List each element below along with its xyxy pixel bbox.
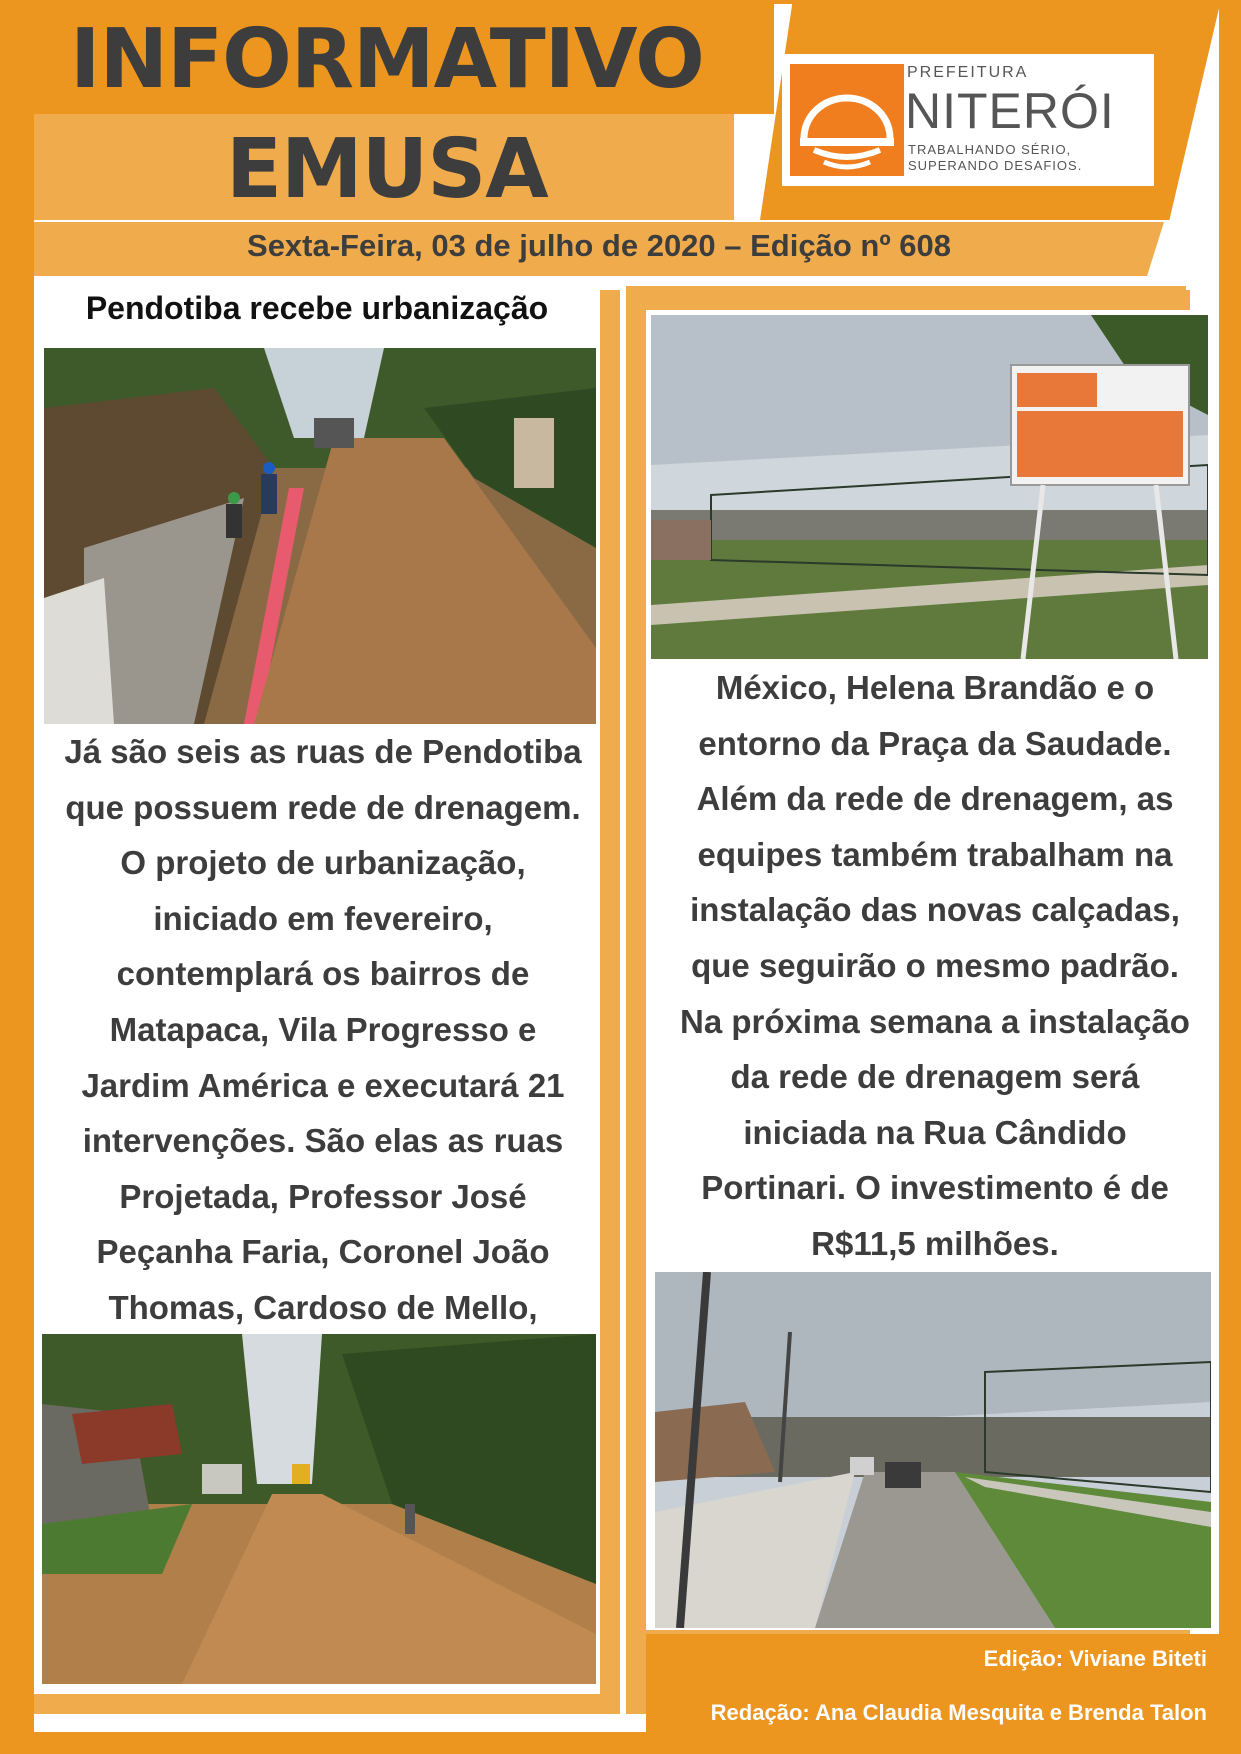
article-line: O projeto de urbanização, bbox=[120, 844, 526, 882]
article-line: intervenções. São elas as ruas bbox=[82, 1122, 564, 1160]
article-line: contemplará os bairros de bbox=[116, 955, 530, 993]
article-line: que possuem rede de drenagem. bbox=[65, 788, 581, 826]
right-column-top-band bbox=[626, 286, 1186, 306]
article-line: Thomas, Cardoso de Mello, bbox=[108, 1288, 538, 1326]
article-line: R$11,5 milhões. bbox=[811, 1224, 1059, 1262]
article-line: Projetada, Professor José bbox=[119, 1177, 527, 1215]
frame-right bbox=[1219, 0, 1241, 1754]
article-line: Além da rede de drenagem, as bbox=[696, 780, 1174, 818]
article-line: instalação das novas calçadas, bbox=[690, 891, 1180, 929]
masthead-title-line-1: INFORMATIVO bbox=[70, 12, 704, 107]
article-text-left bbox=[40, 724, 606, 1336]
frame-left bbox=[0, 0, 34, 1754]
article-line: Já são seis as ruas de Pendotiba bbox=[64, 733, 582, 770]
credit-edition: Edição: Viviane Biteti bbox=[983, 1646, 1207, 1671]
article-line: Portinari. O investimento é de bbox=[701, 1169, 1169, 1207]
article-line: México, Helena Brandão e o bbox=[715, 669, 1155, 706]
article-headline: Pendotiba recebe urbanização bbox=[85, 290, 549, 326]
frame-bottom bbox=[0, 1732, 1241, 1754]
article-line: Matapaca, Vila Progresso e bbox=[109, 1010, 537, 1048]
photo-dirt-road-excavator bbox=[42, 1334, 596, 1684]
article-line: Peçanha Faria, Coronel João bbox=[96, 1233, 550, 1271]
article-line: que seguirão o mesmo padrão. bbox=[691, 946, 1179, 984]
article-line: iniciado em fevereiro, bbox=[153, 899, 493, 937]
article-line: iniciada na Rua Cândido bbox=[743, 1113, 1127, 1151]
article-line: entorno da Praça da Saudade. bbox=[698, 724, 1172, 762]
edition-date-line: Sexta-Feira, 03 de julho de 2020 – Edição nº 608 bbox=[247, 228, 951, 263]
photo-works-sign-and-field bbox=[651, 315, 1208, 659]
logo-tagline-2: SUPERANDO DESAFIOS. bbox=[908, 158, 1083, 173]
photo-drainage-trench bbox=[44, 348, 596, 724]
article-line: Jardim América e executará 21 bbox=[81, 1066, 565, 1104]
article-line: equipes também trabalham na bbox=[697, 835, 1173, 873]
prefeitura-logo bbox=[782, 54, 1154, 186]
article-text-right bbox=[655, 660, 1215, 1272]
photo-paved-street bbox=[655, 1272, 1211, 1628]
article-line: Na próxima semana a instalação bbox=[680, 1002, 1190, 1040]
logo-prefix: PREFEITURA bbox=[907, 64, 1029, 81]
niteroi-logo-icon bbox=[790, 64, 904, 176]
logo-tagline-1: TRABALHANDO SÉRIO, bbox=[908, 142, 1072, 157]
credit-writing: Redação: Ana Claudia Mesquita e Brenda Talon bbox=[710, 1700, 1207, 1725]
logo-city-name: NITERÓI bbox=[905, 83, 1115, 139]
masthead-title-line-2: EMUSA bbox=[226, 122, 548, 217]
article-line: da rede de drenagem será bbox=[730, 1058, 1140, 1096]
